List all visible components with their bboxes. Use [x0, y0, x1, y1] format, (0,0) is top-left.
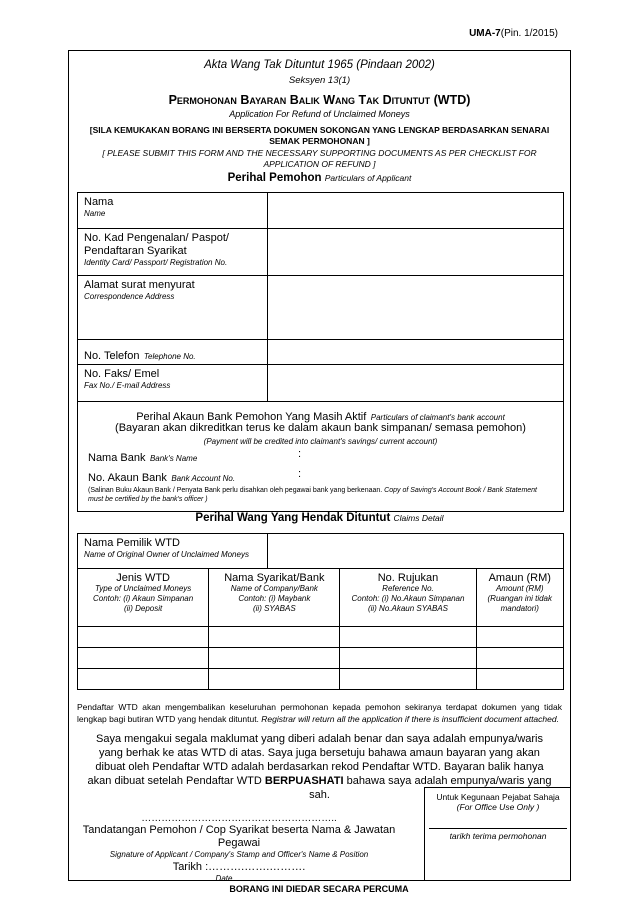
received-date-line — [429, 828, 567, 829]
phone-label — [78, 340, 268, 364]
blank-cell — [78, 648, 209, 669]
declaration-end: bahawa saya adalah empunya/waris yang sah. — [309, 775, 552, 801]
account-number-line — [88, 468, 563, 486]
office-use-ms: Untuk Kegunaan Pejabat Sahaja — [436, 792, 560, 802]
blank-cell — [340, 669, 476, 690]
office-use-en: (For Office Use Only ) — [456, 802, 540, 812]
bank-note-ms: (Salinan Buku Akaun Bank / Penyata Bank perlu disahkan oleh pegawai bank yang berkenaan. — [88, 487, 383, 494]
fax-label — [78, 365, 268, 401]
footer-note: BORANG INI DIEDAR SECARA PERCUMA — [229, 884, 409, 894]
blank-cell — [476, 669, 563, 690]
submission-note-en: [ PLEASE SUBMIT THIS FORM AND THE NECESSARY SUPPORTING DOCUMENTS AS PER CHECKLIST FOR APPLICATION OF REFUND ] — [102, 148, 537, 169]
refund-note-ms: Pendaftar WTD akan mengembalikan keseluruhan permohonan kepada pemohon sekiranya terdapat dokumen yang tidak lengkap bagi butiran WTD yang hendak dituntut. — [77, 702, 562, 724]
claims-section-title — [69, 512, 570, 524]
id-label-ms: No. Kad Pengenalan/ Paspot/ Pendaftaran Syarikat — [84, 232, 229, 257]
form-title-en: Application For Refund of Unclaimed Moneys — [229, 109, 410, 119]
col-amount-note-2: mandatori) — [500, 604, 539, 613]
bank-name-colon: : — [298, 448, 302, 460]
col-type-en: Type of Unclaimed Moneys — [94, 584, 192, 593]
bank-name-label-en: Bank's Name — [149, 454, 198, 463]
bank-subtitle-ms: (Bayaran akan dikreditkan terus ke dalam akaun bank simpanan/ semasa pemohon) — [115, 422, 526, 434]
signature-label-en: Signature of Applicant / Company's Stamp and Officer's Name & Position — [109, 850, 369, 859]
bank-certification-note — [88, 486, 553, 504]
refund-note — [77, 701, 562, 725]
claims-blank-row — [78, 648, 564, 669]
address-label-en: Correspondence Address — [84, 292, 175, 301]
blank-cell — [78, 669, 209, 690]
phone-row — [78, 340, 563, 365]
bank-name-line — [88, 448, 563, 466]
blank-cell — [340, 627, 476, 648]
name-label — [78, 193, 268, 228]
col-amount-note-1: (Ruangan ini tidak — [487, 594, 552, 603]
col-type-example-2: (ii) Deposit — [123, 604, 163, 613]
id-label-en: Identity Card/ Passport/ Registration No. — [84, 258, 228, 267]
col-company-en: Name of Company/Bank — [230, 584, 318, 593]
claims-blank-row — [78, 627, 564, 648]
col-reference-example-2: (ii) No.Akaun SYABAS — [367, 604, 448, 613]
col-amount-en: Amount (RM) — [495, 584, 544, 593]
name-row — [78, 193, 563, 229]
account-colon: : — [298, 468, 302, 480]
id-label — [78, 229, 268, 275]
declaration-bold: BERPUASHATI — [264, 775, 344, 787]
col-reference-ms: No. Rujukan — [377, 572, 439, 584]
blank-cell — [340, 648, 476, 669]
refund-note-en: Registrar will return all the application if there is insufficient document attached. — [261, 714, 559, 724]
blank-cell — [209, 648, 340, 669]
fax-row — [78, 365, 563, 402]
applicant-section-title — [69, 172, 570, 184]
owner-row — [77, 533, 564, 568]
claims-box — [77, 533, 564, 688]
bank-row — [78, 402, 563, 513]
col-amount-ms: Amaun (RM) — [488, 572, 551, 584]
claims-title-ms: Perihal Wang Yang Hendak Dituntut — [195, 512, 391, 524]
id-row — [78, 229, 563, 276]
col-company-example-1: Contoh: (i) Maybank — [238, 594, 311, 603]
claims-title-en: Claims Detail — [393, 513, 444, 523]
owner-label — [78, 534, 268, 568]
address-label — [78, 276, 268, 339]
name-label-en: Name — [84, 209, 106, 218]
signature-block — [69, 813, 409, 884]
address-row — [78, 276, 563, 340]
bank-title-en: Particulars of claimant's bank account — [370, 413, 505, 422]
form-code — [469, 28, 558, 39]
account-label-en: Bank Account No. — [171, 474, 236, 483]
applicant-title-ms: Perihal Pemohon — [227, 172, 322, 184]
col-amount — [476, 569, 563, 627]
signature-line: ………………………………………………….. — [141, 813, 337, 824]
col-reference — [340, 569, 476, 627]
fax-label-ms: No. Faks/ Emel — [84, 368, 160, 380]
phone-label-ms: No. Telefon — [84, 350, 140, 362]
declaration-text: Saya mengakui segala maklumat yang diberi adalah benar dan saya adalah empunya/waris yang berhak ke atas WTD di atas. Saya juga bersetuju bahawa amaun bayaran yang akan dibuat oleh Pendaftar WTD adalah berdasarkan rekod Pendaftar WTD. Bayaran balik hanya akan dibuat setelah Pendaftar WTD — [87, 733, 544, 787]
col-company — [209, 569, 340, 627]
applicant-box — [77, 192, 564, 512]
office-use-box — [424, 787, 571, 881]
date-label-en: Date — [215, 874, 233, 883]
address-label-ms: Alamat surat menyurat — [84, 279, 195, 291]
blank-cell — [78, 627, 209, 648]
fax-label-en: Fax No./ E-mail Address — [84, 381, 171, 390]
section-number: Seksyen 13(1) — [288, 75, 351, 86]
col-reference-en: Reference No. — [382, 584, 434, 593]
col-reference-example-1: Contoh: (i) No.Akaun Simpanan — [351, 594, 465, 603]
bank-subtitle-en: (Payment will be credited into claimant's savings/ current account) — [203, 437, 438, 446]
claims-header-row — [78, 569, 564, 627]
col-type — [78, 569, 209, 627]
col-type-example-1: Contoh: (i) Akaun Simpanan — [93, 594, 194, 603]
phone-label-en: Telephone No. — [143, 352, 196, 361]
bank-title-ms: Perihal Akaun Bank Pemohon Yang Masih Aktif — [136, 411, 367, 423]
account-label-ms: No. Akaun Bank — [88, 472, 167, 484]
owner-label-ms: Nama Pemilik WTD — [84, 537, 180, 549]
applicant-title-en: Particulars of Applicant — [324, 173, 412, 183]
submission-note-ms: [SILA KEMUKAKAN BORANG INI BERSERTA DOKUMEN SOKONGAN YANG LENGKAP BERDASARKAN SENARAI SEMAK PERMOHONAN ] — [89, 125, 550, 146]
bank-name-label-ms: Nama Bank — [88, 452, 146, 464]
claims-table — [77, 568, 564, 690]
received-date-label: tarikh terima permohonan — [449, 831, 547, 841]
act-title: Akta Wang Tak Dituntut 1965 (Pindaan 2002) — [204, 59, 435, 71]
date-label-ms: Tarikh :……….…….………. — [172, 861, 306, 873]
form-code-bold: UMA-7 — [469, 28, 501, 39]
signature-label-ms: Tandatangan Pemohon / Cop Syarikat beserta Nama & Jawatan Pegawai — [82, 824, 396, 849]
blank-cell — [476, 627, 563, 648]
form-code-rest: (Pin. 1/2015) — [500, 28, 558, 39]
claims-blank-row — [78, 669, 564, 690]
form-title: Permohonan Bayaran Balik Wang Tak Dituntut (WTD) — [168, 93, 471, 107]
bank-note-en: Copy of Saving's Account Book / Bank Statement must be certified by the bank's officer ) — [88, 487, 537, 503]
col-company-ms: Nama Syarikat/Bank — [224, 572, 325, 584]
name-label-ms: Nama — [84, 196, 114, 208]
blank-cell — [209, 627, 340, 648]
col-company-example-2: (ii) SYABAS — [252, 604, 296, 613]
col-type-ms: Jenis WTD — [116, 572, 170, 584]
owner-label-en: Name of Original Owner of Unclaimed Moneys — [84, 550, 249, 559]
blank-cell — [209, 669, 340, 690]
form-border — [68, 50, 571, 881]
blank-cell — [476, 648, 563, 669]
